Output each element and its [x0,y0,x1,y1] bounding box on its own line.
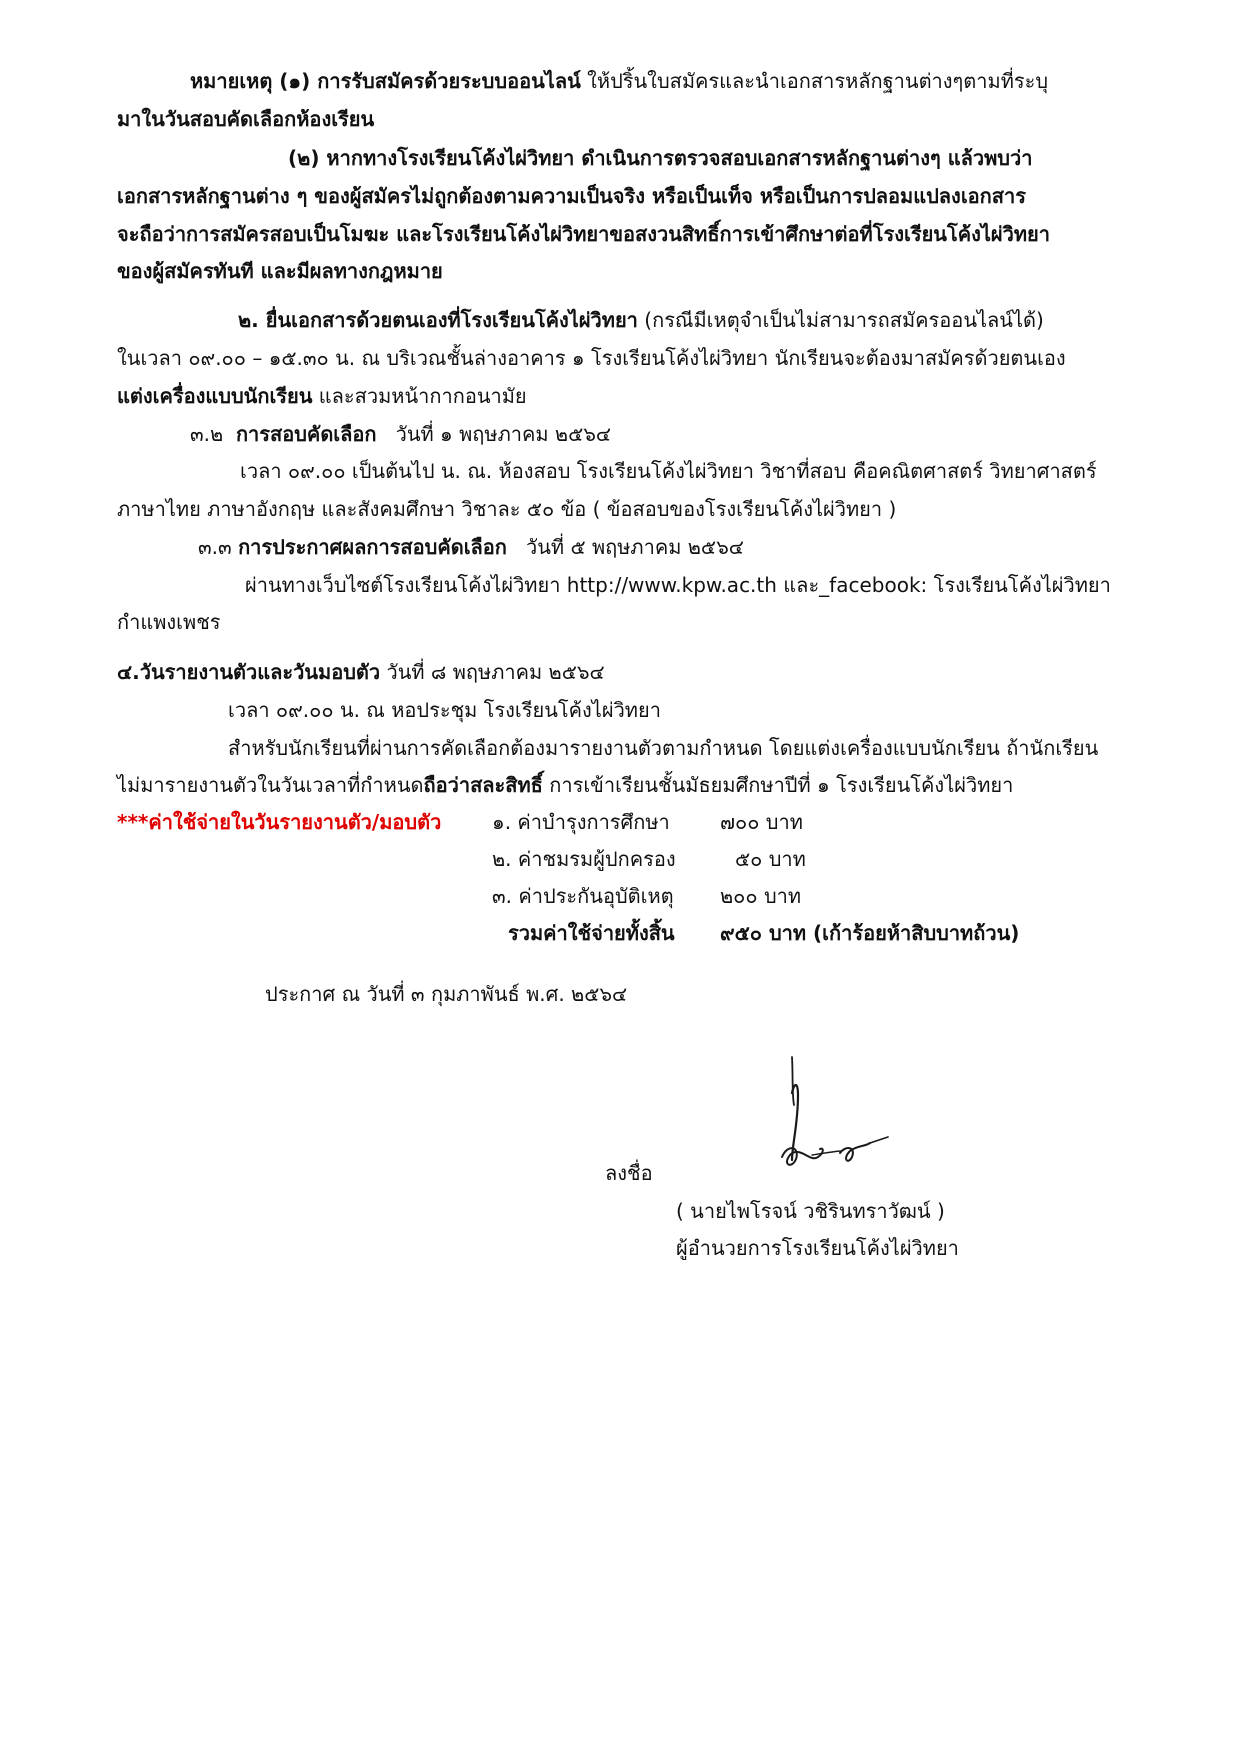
section3-3-line-1: ผ่านทางเว็บไซต์โรงเรียนโค้งไผ่วิทยา http://www.kpw.ac.th และ_facebook: โรงเรียนโค้งไผ่วิทยา [245,573,1111,597]
note-line-1 [190,67,1048,95]
section3-2-line-1: เวลา ๐๙.๐๐ เป็นต้นไป น. ณ. ห้องสอบ โรงเรียนโค้งไผ่วิทยา วิชาที่สอบ คือคณิตศาสตร์ วิทยาศาสตร์ [240,459,1097,483]
fee-item-label: ๓. ค่าประกันอุบัติเหตุ [492,884,674,908]
section4-line-3-c: การเข้าเรียนชั้นมัธยมศึกษาปีที่ ๑ โรงเรียนโค้งไผ่วิทยา [542,773,1014,797]
section2-line-2: ในเวลา ๐๙.๐๐ – ๑๕.๓๐ น. ณ บริเวณชั้นล่างอาคาร ๑ โรงเรียนโค้งไผ่วิทยา นักเรียนจะต้องมาสมัครด้วยตนเอง [117,346,1066,370]
section3-2-date: วันที่ ๑ พฤษภาคม ๒๕๖๔ [395,422,612,446]
fees-total-label: รวมค่าใช้จ่ายทั้งสิ้น [508,921,675,945]
forfeit-text: ถือว่าสละสิทธิ์ [423,773,543,797]
section2-heading: ๒. ยื่นเอกสารด้วยตนเองที่โรงเรียนโค้งไผ่วิทยา [238,308,638,332]
section4-title: ๔.วันรายงานตัวและวันมอบตัว [117,660,381,684]
section3-3-num: ๓.๓ [198,535,232,559]
section4-line-1: เวลา ๐๙.๐๐ น. ณ หอประชุม โรงเรียนโค้งไผ่วิทยา [228,698,661,722]
fee-item-amount: ๕๐ บาท [735,847,806,871]
fee-item-label: ๒. ค่าชมรมผู้ปกครอง [492,847,676,871]
section4-date: วันที่ ๘ พฤษภาคม ๒๕๖๔ [380,660,605,684]
note-line-6: ของผู้สมัครทันที และมีผลทางกฎหมาย [117,259,443,283]
note-text: ให้ปริ้นใบสมัครและนำเอกสารหลักฐานต่างๆตามที่ระบุ [580,69,1049,93]
section3-3-heading [198,533,744,561]
sign-label: ลงชื่อ [605,1161,653,1185]
note-heading: หมายเหตุ (๑) การรับสมัครด้วยระบบออนไลน์ [190,69,581,93]
section3-2-heading [190,420,611,448]
section4-line-2: สำหรับนักเรียนที่ผ่านการคัดเลือกต้องมารายงานตัวตามกำหนด โดยแต่งเครื่องแบบนักเรียน ถ้านักเรียน [228,736,1099,760]
section3-3-date: วันที่ ๕ พฤษภาคม ๒๕๖๔ [526,535,744,559]
section4-line-3 [117,771,1013,799]
note-line-5: จะถือว่าการสมัครสอบเป็นโมฆะ และโรงเรียนโค้งไผ่วิทยาขอสงวนสิทธิ์การเข้าศึกษาต่อที่โรงเรียนโค้งไผ่วิทยา [117,222,1050,246]
section3-2-line-2: ภาษาไทย ภาษาอังกฤษ และสังคมศึกษา วิชาละ ๕๐ ข้อ ( ข้อสอบของโรงเรียนโค้งไผ่วิทยา ) [117,497,897,521]
fee-item-label: ๑. ค่าบำรุงการศึกษา [492,810,670,834]
section3-3-line-2: กำแพงเพชร [117,610,221,634]
uniform-requirement: แต่งเครื่องแบบนักเรียน [117,384,313,408]
section3-2-title: การสอบคัดเลือก [235,422,377,446]
section4-heading [117,658,605,686]
section2-line-1 [238,306,1044,334]
fee-item-amount: ๗๐๐ บาท [720,810,803,834]
signature-image [752,1035,934,1187]
section3-2-num: ๓.๒ [190,422,224,446]
signer-name: ( นายไพโรจน์ วชิรินทราวัฒน์ ) [676,1199,945,1223]
section2-note: (กรณีมีเหตุจำเป็นไม่สามารถสมัครออนไลน์ได้) [637,308,1044,332]
section3-3-title: การประกาศผลการสอบคัดเลือก [238,535,507,559]
fee-item-amount: ๒๐๐ บาท [720,884,802,908]
note-line-2: มาในวันสอบคัดเลือกห้องเรียน [117,107,375,131]
note-line-4: เอกสารหลักฐานต่าง ๆ ของผู้สมัครไม่ถูกต้องตามความเป็นจริง หรือเป็นเท็จ หรือเป็นการปลอมแปลงเอกสาร [117,184,1026,208]
mask-requirement: และสวมหน้ากากอนามัย [312,384,527,408]
section4-line-3-a: ไม่มารายงานตัวในวันเวลาที่กำหนด [117,773,424,797]
signer-position: ผู้อำนวยการโรงเรียนโค้งไผ่วิทยา [676,1236,959,1260]
note-line-3: (๒) หากทางโรงเรียนโค้งไผ่วิทยา ดำเนินการตรวจสอบเอกสารหลักฐานต่างๆ แล้วพบว่า [288,146,1033,170]
fees-total-amount: ๙๕๐ บาท (เก้าร้อยห้าสิบบาทถ้วน) [720,921,1020,945]
fees-heading: ***ค่าใช้จ่ายในวันรายงานตัว/มอบตัว [117,810,442,834]
announcement-date: ประกาศ ณ วันที่ ๓ กุมภาพันธ์ พ.ศ. ๒๕๖๔ [265,982,628,1006]
section2-line-3 [117,382,527,410]
